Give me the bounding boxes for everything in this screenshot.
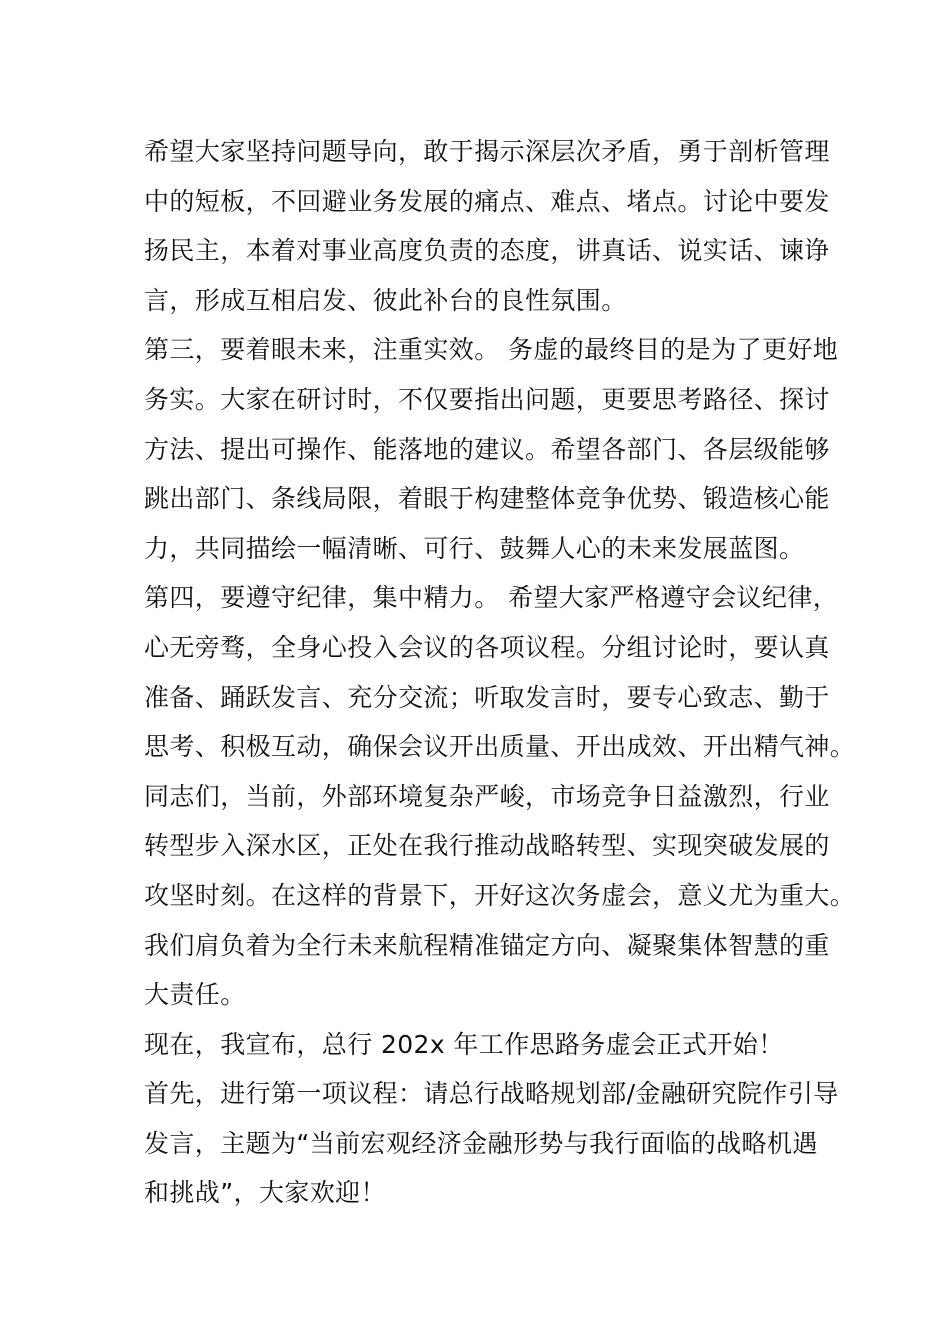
text-line: 首先，进行第一项议程：请总行战略规划部/金融研究院作引导: [144, 1079, 839, 1109]
text-line: 方法、提出可操作、能落地的建议。希望各部门、各层级能够: [144, 434, 830, 464]
text-line: 我们肩负着为全行未来航程精准锚定方向、凝聚集体智慧的重: [144, 930, 830, 960]
text-line: 扬民主，本着对事业高度负责的态度，讲真话、说实话、谏诤: [144, 236, 830, 266]
announcement-line: 现在，我宣布，总行 202x 年工作思路务虚会正式开始！: [144, 1029, 784, 1059]
text-line: 发言，主题为“当前宏观经济金融形势与我行面临的战略机遇: [144, 1128, 818, 1158]
text-line: 大责任。: [144, 980, 246, 1010]
text-line: 转型步入深水区，正处在我行推动战略转型、实现突破发展的: [144, 831, 830, 861]
text-line: 言，形成互相启发、彼此补台的良性氛围。: [144, 285, 627, 315]
text-line: 跳出部门、条线局限，着眼于构建整体竞争优势、锻造核心能: [144, 484, 830, 514]
text-line: 思考、积极互动，确保会议开出质量、开出成效、开出精气神。: [144, 732, 856, 762]
text-line: 和挑战”，大家欢迎！: [144, 1178, 386, 1208]
text-line: 力，共同描绘一幅清晰、可行、鼓舞人心的未来发展蓝图。: [144, 533, 805, 563]
section-three-heading-line: 第三，要着眼未来，注重实效。 务虚的最终目的是为了更好地: [144, 335, 839, 365]
text-line: 同志们，当前，外部环境复杂严峻，市场竞争日益激烈，行业: [144, 781, 830, 811]
text-line: 准备、踊跃发言、充分交流；听取发言时，要专心致志、勤于: [144, 682, 830, 712]
text-line: 心无旁骛，全身心投入会议的各项议程。分组讨论时，要认真: [144, 632, 830, 662]
section-four-heading-line: 第四，要遵守纪律，集中精力。 希望大家严格遵守会议纪律，: [144, 583, 839, 613]
text-line: 攻坚时刻。在这样的背景下，开好这次务虚会，意义尤为重大。: [144, 880, 856, 910]
text-line: 中的短板，不回避业务发展的痛点、难点、堵点。讨论中要发: [144, 186, 830, 216]
body-text: [144, 127, 856, 1218]
text-line: 希望大家坚持问题导向，敢于揭示深层次矛盾，勇于剖析管理: [144, 137, 830, 166]
text-line: 务实。大家在研讨时，不仅要指出问题，更要思考路径、探讨: [144, 384, 830, 414]
